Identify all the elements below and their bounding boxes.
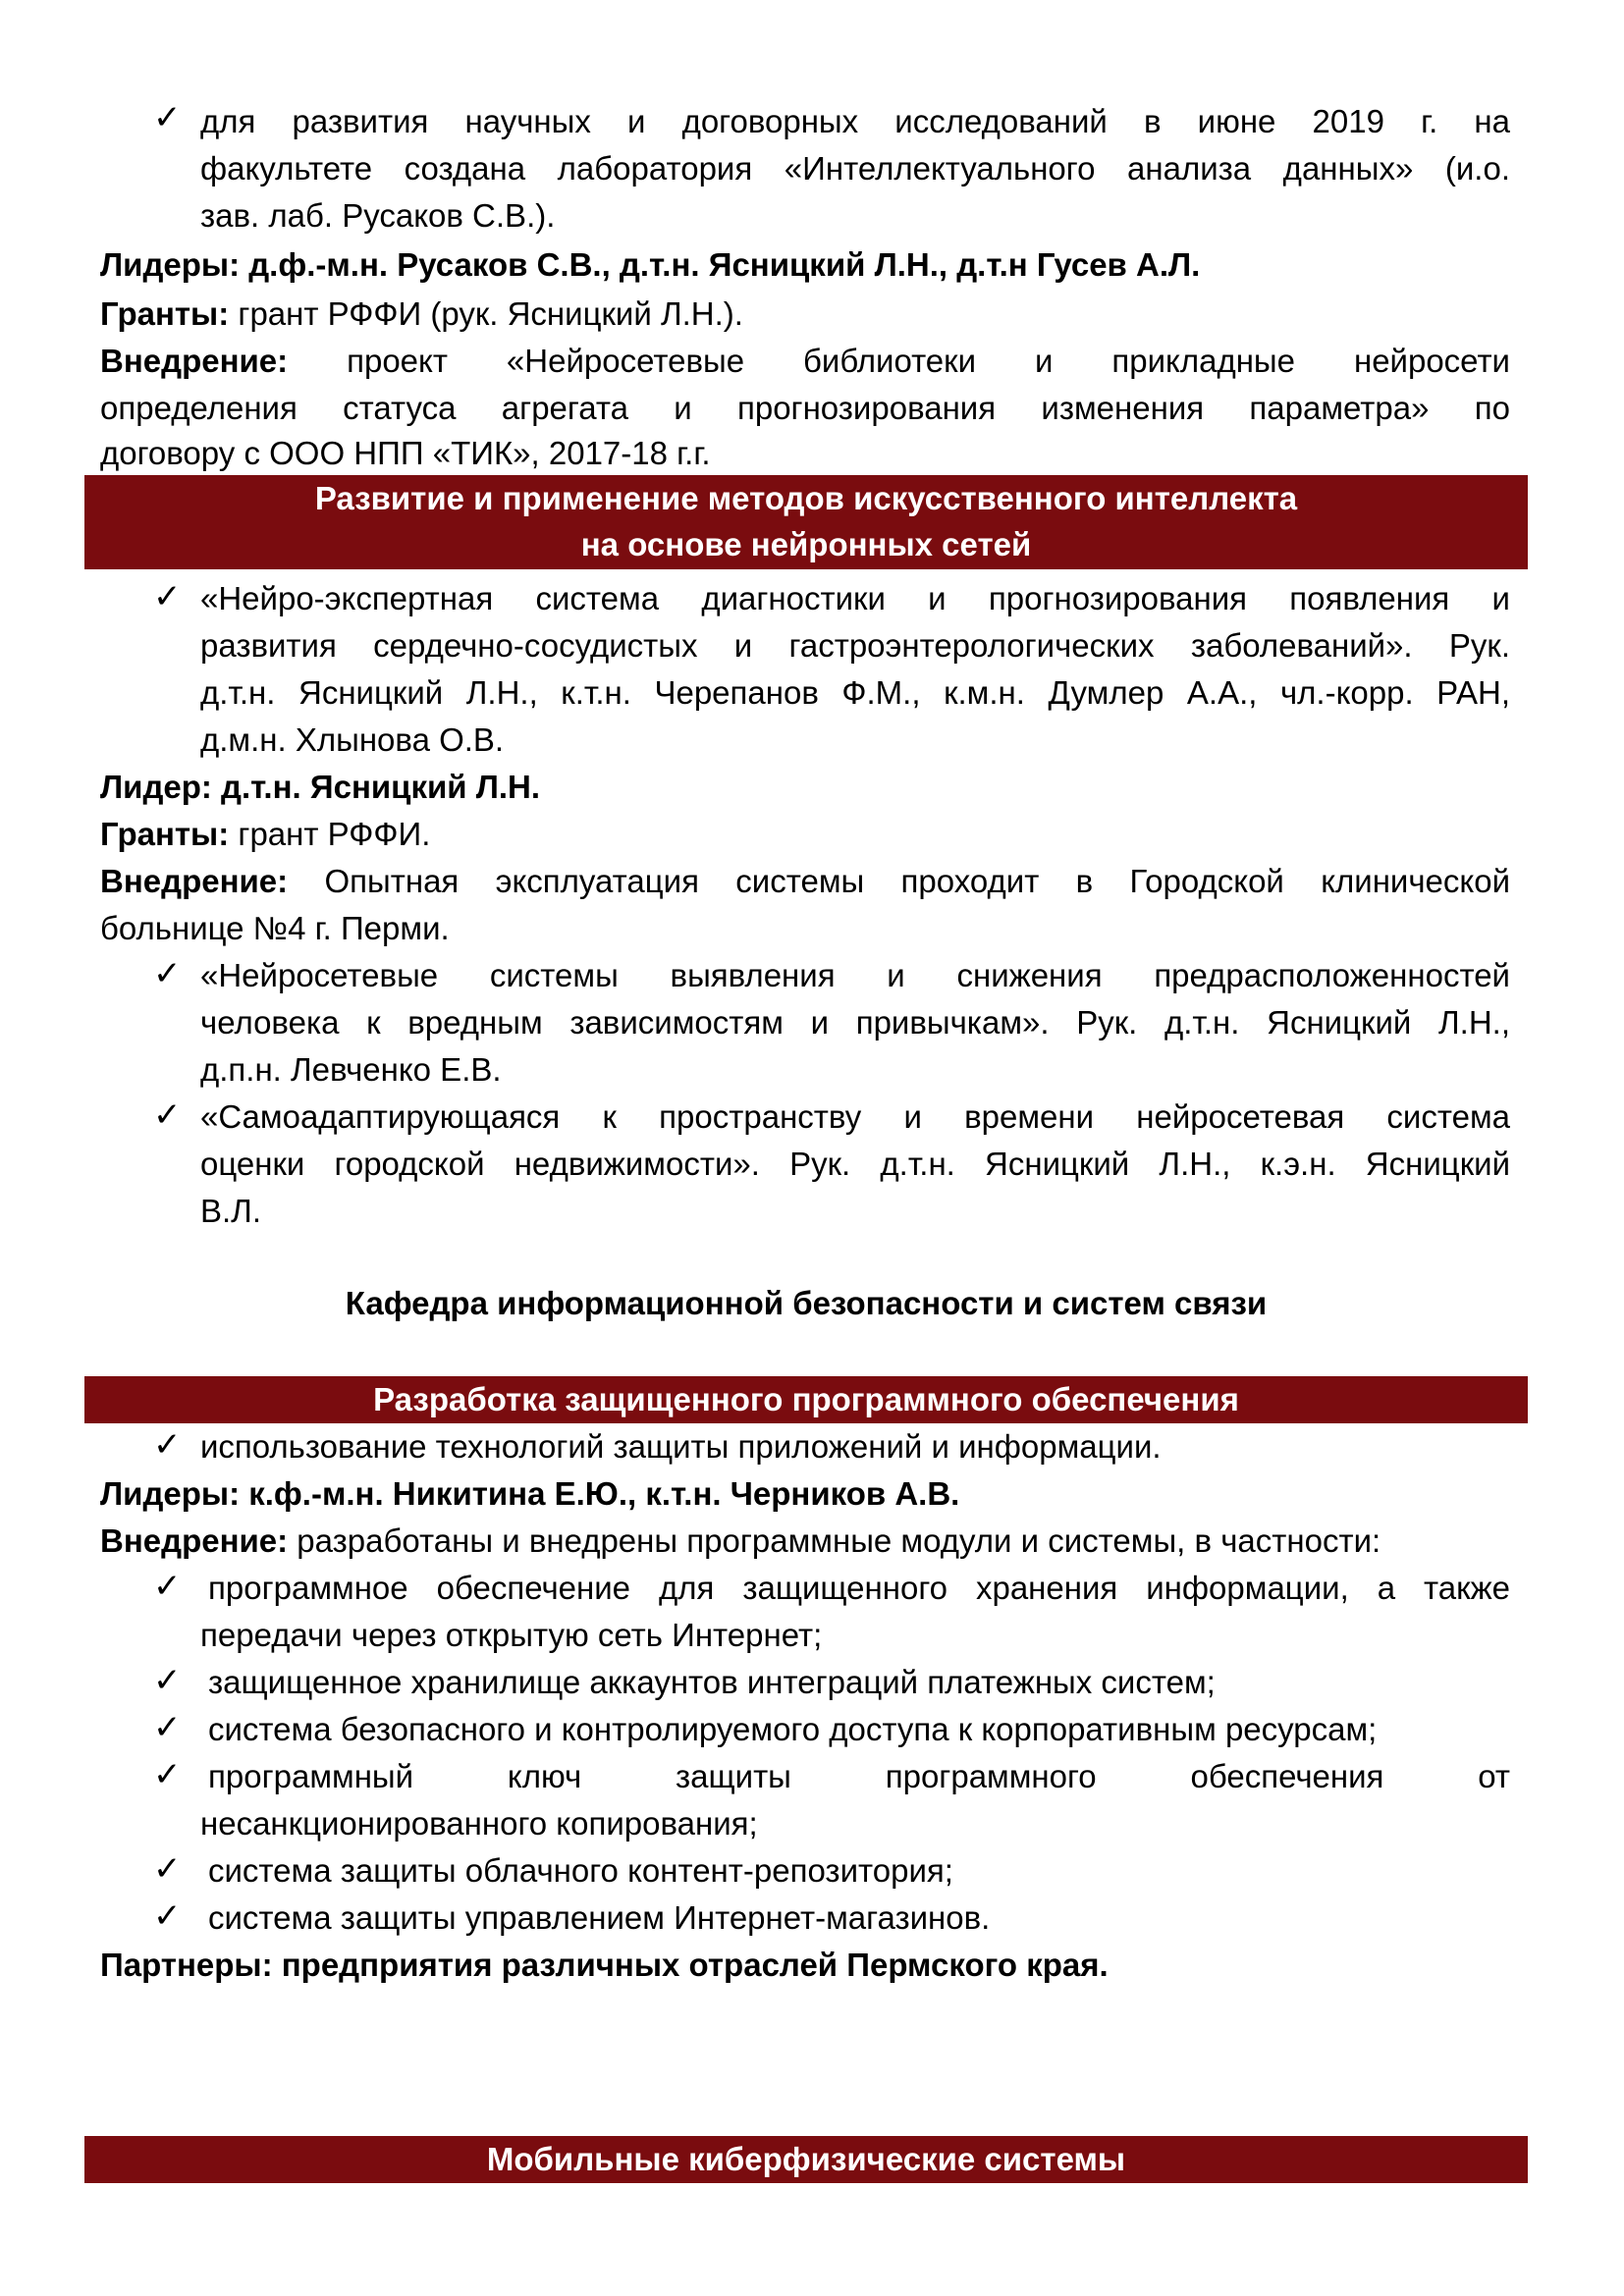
implementation-text: проект «Нейросетевые библиотеки и прикладные нейросети [288,343,1510,379]
implementation-label: Внедрение: [100,863,289,899]
check-mark-icon: ✓ [153,577,182,616]
check-mark-icon: ✓ [153,954,182,993]
department-title: Кафедра информационной безопасности и систем связи [345,1285,1268,1321]
list-item-text: для развития научных и договорных исследований в июне 2019 г. на [200,103,1510,139]
check-mark-icon: ✓ [153,1849,182,1889]
implementation-label: Внедрение: [100,343,289,379]
list-item-text: зав. лаб. Русаков С.В.). [200,197,556,234]
implementation-text: определения статуса агрегата и прогнозирования изменения параметра» по [100,390,1510,426]
banner-title-line1: Развитие и применение методов искусственного интеллекта [314,480,1298,516]
list-item-text: система защиты облачного контент-репозитория; [208,1852,953,1889]
list-item-text: «Нейро-экспертная система диагностики и прогнозирования появления и [200,580,1510,616]
implementation-line [100,862,1510,901]
section-banner [84,1376,1528,1423]
check-mark-icon: ✓ [153,1425,182,1465]
implementation-text: договору с ООО НПП «ТИК», 2017-18 г.г. [100,435,711,471]
list-item-text: использование технологий защиты приложений и информации. [200,1428,1162,1465]
list-item-text: развития сердечно-сосудистых и гастроэнтерологических заболеваний». Рук. [200,627,1510,664]
grants-text: грант РФФИ. [229,816,431,852]
list-item-text: «Самоадаптирующаяся к пространству и времени нейросетевая система [200,1098,1510,1135]
banner-title-line1: Разработка защищенного программного обеспечения [373,1381,1239,1417]
banner-title-line2: на основе нейронных сетей [580,526,1032,562]
check-mark-icon: ✓ [153,1896,182,1936]
list-item-text: «Нейросетевые системы выявления и снижения предрасположенностей [200,957,1510,993]
list-item-text: передачи через открытую сеть Интернет; [200,1617,823,1653]
list-item-text: В.Л. [200,1193,262,1229]
section-banner [84,475,1528,569]
grants-line [100,815,430,854]
list-item-text: д.м.н. Хлынова О.В. [200,721,505,758]
implementation-text: больнице №4 г. Перми. [100,910,450,946]
list-item-text: д.т.н. Ясницкий Л.Н., к.т.н. Черепанов Ф.М., к.м.н. Думлер А.А., чл.-корр. РАН, [200,674,1510,711]
grants-line [100,294,743,334]
check-mark-icon: ✓ [153,1095,182,1135]
list-item-text: программное обеспечение для защищенного хранения информации, а также [208,1570,1510,1606]
list-item-text: система безопасного и контролируемого доступа к корпоративным ресурсам; [208,1711,1378,1747]
partners-line: Партнеры: предприятия различных отраслей Пермского края. [100,1947,1109,1983]
leaders-line: Лидеры: д.ф.-м.н. Русаков С.В., д.т.н. Ясницкий Л.Н., д.т.н Гусев А.Л. [100,246,1201,283]
list-item-text: оценки городской недвижимости». Рук. д.т.н. Ясницкий Л.Н., к.э.н. Ясницкий [200,1146,1510,1182]
grants-label: Гранты: [100,816,230,852]
list-item-text: д.п.н. Левченко Е.В. [200,1051,502,1088]
banner-title-line1: Мобильные киберфизические системы [486,2141,1126,2177]
implementation-text: разработаны и внедрены программные модули и системы, в частности: [288,1522,1381,1559]
list-item-text: несанкционированного копирования; [200,1805,758,1842]
check-mark-icon: ✓ [153,1567,182,1606]
check-mark-icon: ✓ [153,1661,182,1700]
check-mark-icon: ✓ [153,1755,182,1794]
grants-label: Гранты: [100,295,230,332]
implementation-label: Внедрение: [100,1522,289,1559]
implementation-line [100,342,1510,381]
list-item-text: программный ключ защиты программного обеспечения от [208,1758,1510,1794]
check-mark-icon: ✓ [153,98,182,137]
list-item-text: система защиты управлением Интернет-магазинов. [208,1899,991,1936]
list-item-text: человека к вредным зависимостям и привычкам». Рук. д.т.н. Ясницкий Л.Н., [200,1004,1510,1041]
check-mark-icon: ✓ [153,1708,182,1747]
leaders-line: Лидеры: к.ф.-м.н. Никитина Е.Ю., к.т.н. Черников А.В. [100,1475,960,1512]
leader-line: Лидер: д.т.н. Ясницкий Л.Н. [100,769,541,805]
list-item-text: факультете создана лаборатория «Интеллектуального анализа данных» (и.о. [200,150,1510,187]
section-banner [84,2136,1528,2183]
implementation-line [100,1522,1380,1561]
list-item-text: защищенное хранилище аккаунтов интеграций платежных систем; [208,1664,1216,1700]
grants-text: грант РФФИ (рук. Ясницкий Л.Н.). [229,295,743,332]
implementation-text: Опытная эксплуатация системы проходит в Городской клинической [288,863,1510,899]
